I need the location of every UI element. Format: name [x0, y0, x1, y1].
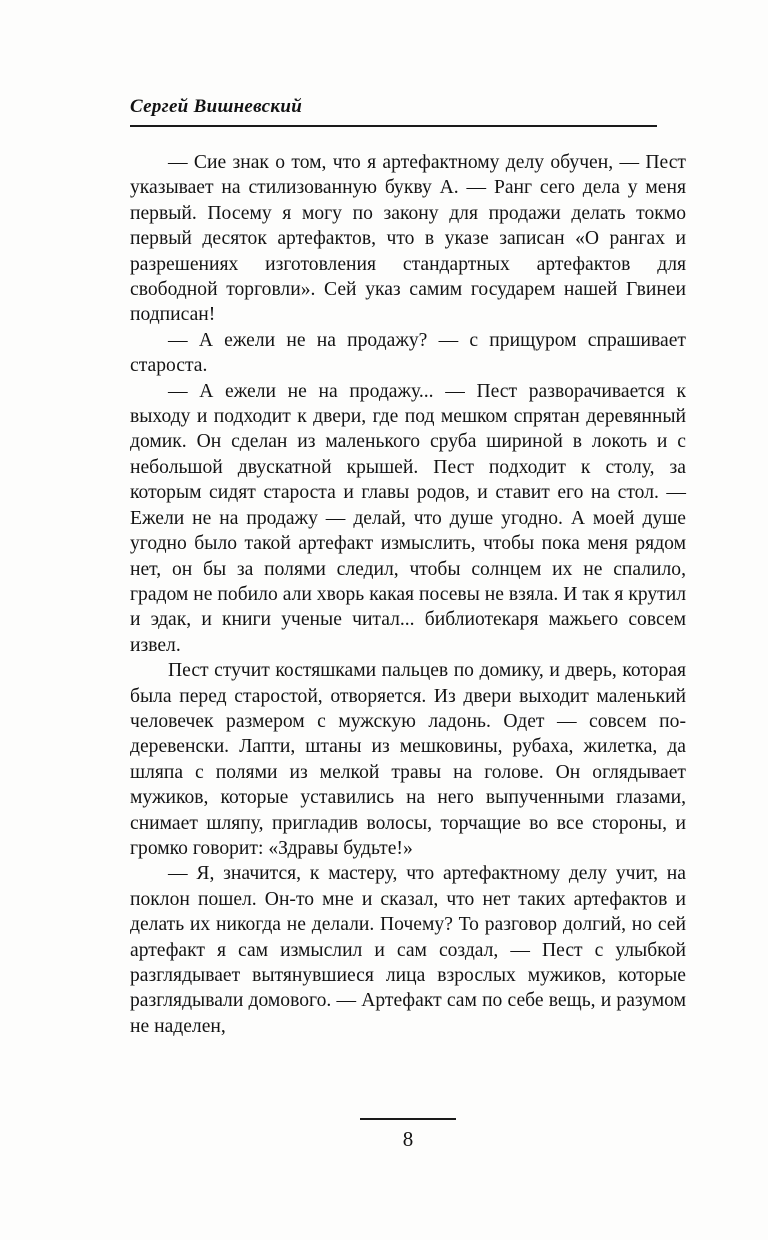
paragraph: — А ежели не на продажу? — с прищуром спрашивает староста.	[130, 329, 686, 377]
page-footer	[130, 1118, 686, 1152]
paragraph: — Сие знак о том, что я артефактному делу обучен, — Пест указывает на стилизованную букву А. — Ранг сего дела у меня первый. Посему я могу по закону для продажи делать токмо первый десяток артефактов, что в указе записан «О рангах и разрешениях изготовления стандартных артефактов для свободной торговли». Сей указ самим государем нашей Гвинеи подписан!	[130, 152, 686, 326]
body-text	[130, 150, 686, 1039]
running-header-author: Сергей Вишневский	[130, 96, 657, 127]
text-block	[130, 96, 686, 1039]
paragraph: Пест стучит костяшками пальцев по домику, и дверь, которая была перед старостой, отворяется. Из двери выходит маленький человечек размером с мужскую ладонь. Одет — совсем по-деревенски. Лапти, штаны из мешковины, рубаха, жилетка, да шляпа с полями из мелкой травы на голове. Он оглядывает мужиков, которые уставились на него выпученными глазами, снимает шляпу, пригладив волосы, торчащие во все стороны, и громко говорит: «Здравы будьте!»	[130, 660, 686, 859]
footer-rule	[360, 1118, 456, 1120]
page-number: 8	[402, 1127, 414, 1151]
paragraph: — Я, значится, к мастеру, что артефактному делу учит, на поклон пошел. Он-то мне и сказал, что нет таких артефактов и делать их никогда не делали. Почему? То разговор долгий, но сей артефакт я сам измыслил и сам создал, — Пест с улыбкой разглядывает вытянувшиеся лица взрослых мужиков, которые разглядывали домового. — Артефакт сам по себе вещь, и разумом не наделен,	[130, 863, 686, 1037]
paragraph: — А ежели не на продажу... — Пест разворачивается к выходу и подходит к двери, где под мешком спрятан деревянный домик. Он сделан из маленького сруба шириной в локоть и с небольшой двускатной крышей. Пест подходит к столу, за которым сидят староста и главы родов, и ставит его на стол. — Ежели не на продажу — делай, что душе угодно. А моей душе угодно было такой артефакт измыслить, чтобы пока меня рядом нет, он бы за полями следил, чтобы солнцем их не спалило, градом не побило али хворь какая посевы не взяла. И так я крутил и эдак, и книги ученые читал... библиотекаря мажьего совсем извел.	[130, 380, 686, 656]
